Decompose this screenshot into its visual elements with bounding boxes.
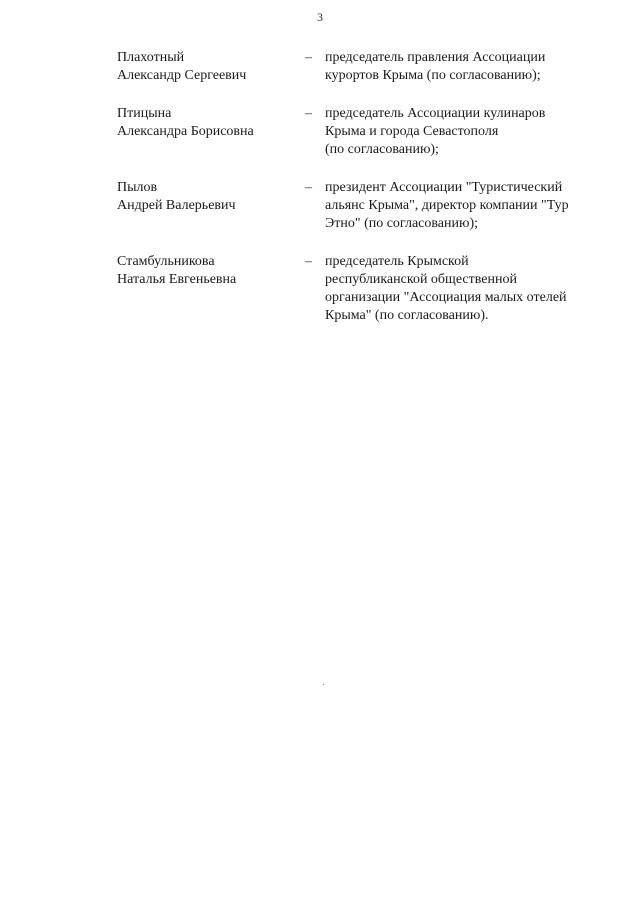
member-name bbox=[117, 253, 297, 289]
member-role bbox=[325, 179, 605, 233]
role-line: президент Ассоциации "Туристический bbox=[325, 180, 563, 195]
member-given-names: Александр Сергеевич bbox=[117, 68, 247, 83]
member-name bbox=[117, 49, 297, 85]
member-given-names: Александра Борисовна bbox=[117, 124, 254, 139]
role-line: Крыма и города Севастополя bbox=[325, 124, 499, 139]
separator-dash: – bbox=[305, 50, 312, 65]
page-number: 3 bbox=[317, 10, 323, 24]
role-line: Крыма" (по согласованию). bbox=[325, 308, 489, 323]
member-list bbox=[0, 49, 640, 323]
role-line: (по согласованию); bbox=[325, 142, 439, 157]
member-role bbox=[325, 253, 605, 325]
role-line: курортов Крыма (по согласованию); bbox=[325, 68, 541, 83]
member-entry bbox=[0, 105, 640, 179]
role-line: республиканской общественной bbox=[325, 272, 517, 287]
member-surname: Стамбульникова bbox=[117, 254, 215, 269]
separator-dash: – bbox=[305, 106, 312, 121]
member-surname: Пылов bbox=[117, 180, 158, 195]
member-role bbox=[325, 105, 605, 159]
role-line: организации "Ассоциация малых отелей bbox=[325, 290, 567, 305]
member-given-names: Андрей Валерьевич bbox=[117, 198, 236, 213]
member-entry bbox=[0, 49, 640, 105]
role-line: председатель Крымской bbox=[325, 254, 469, 269]
member-name bbox=[117, 179, 297, 215]
role-line: Этно" (по согласованию); bbox=[325, 216, 479, 231]
role-line: альянс Крыма", директор компании "Тур bbox=[325, 198, 569, 213]
member-entry bbox=[0, 253, 640, 323]
member-role bbox=[325, 49, 605, 85]
separator-dash: – bbox=[305, 180, 312, 195]
role-line: председатель Ассоциации кулинаров bbox=[325, 106, 546, 121]
separator-dash: – bbox=[305, 254, 312, 269]
role-line: председатель правления Ассоциации bbox=[325, 50, 546, 65]
member-name bbox=[117, 105, 297, 141]
member-entry bbox=[0, 179, 640, 253]
member-surname: Птицына bbox=[117, 106, 172, 121]
member-surname: Плахотный bbox=[117, 50, 185, 65]
scan-speck bbox=[323, 684, 324, 685]
member-given-names: Наталья Евгеньевна bbox=[117, 272, 237, 287]
